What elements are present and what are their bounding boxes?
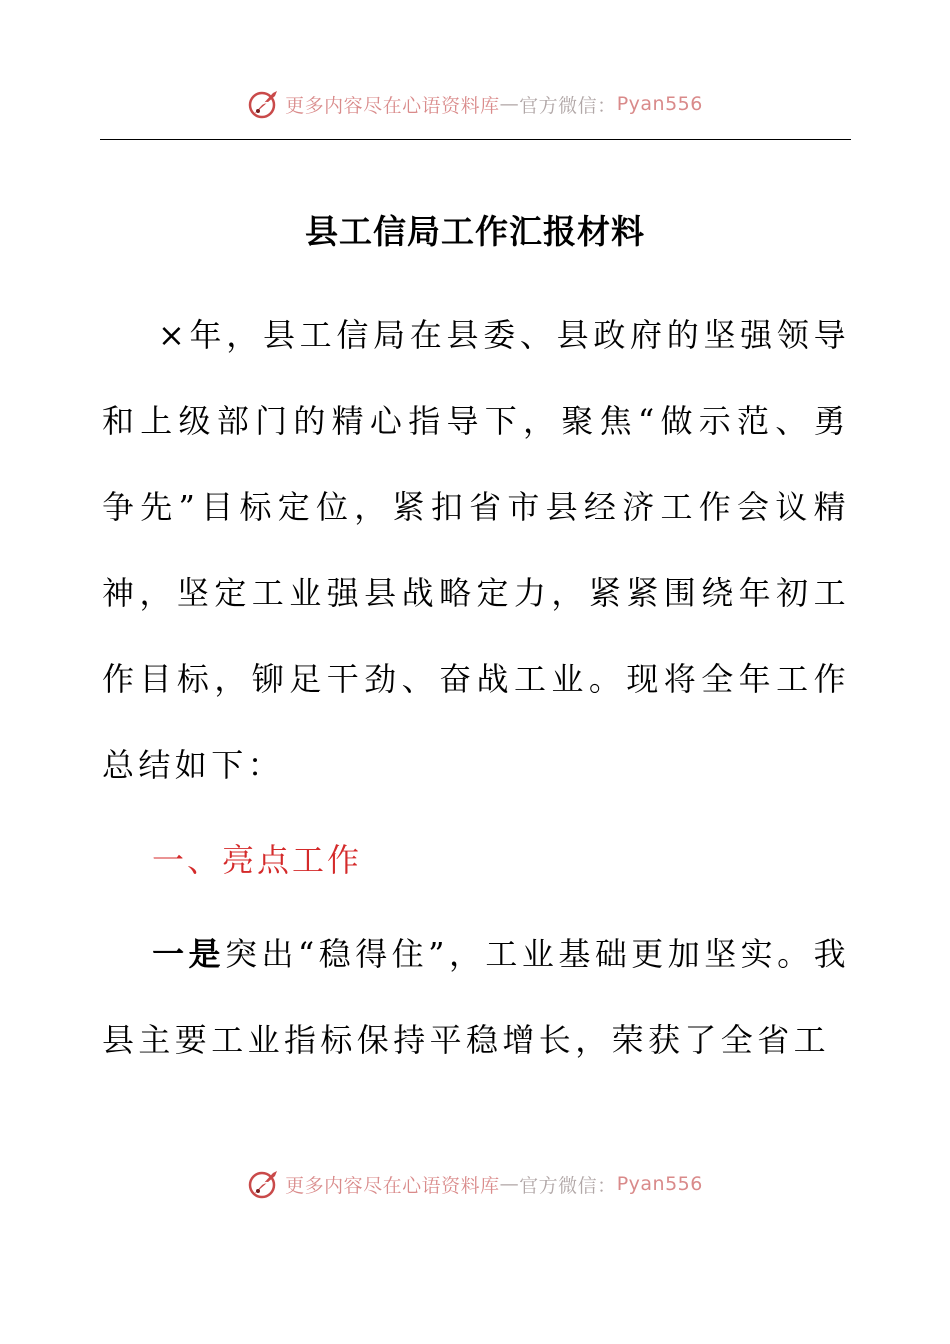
intro-paragraph-text: ×年，县工信局在县委、县政府的坚强领导和上级部门的精心指导下，聚焦“做示范、勇争先”目标定位，紧扣省市县经济工作会议精神，坚定工业强县战略定力，紧紧围绕年初工作目标，铆足干劲、奋战工业。现将全年工作总结如下： bbox=[102, 316, 850, 784]
quill-pen-logo-icon bbox=[247, 1167, 281, 1201]
quill-pen-logo-icon bbox=[247, 87, 281, 121]
document-title: 县工信局工作汇报材料 bbox=[305, 212, 645, 251]
footer-watermark-wechat-label: 官方微信： bbox=[519, 1174, 617, 1197]
header-divider bbox=[100, 139, 851, 140]
header-watermark bbox=[0, 84, 950, 124]
footer-watermark bbox=[0, 1164, 950, 1204]
section-heading-highlights: 一、亮点工作 bbox=[152, 841, 363, 879]
watermark-wechat-handle: Pyan556 bbox=[616, 93, 703, 115]
point-1-paragraph bbox=[102, 911, 850, 1083]
watermark-wechat-label: 官方微信： bbox=[519, 94, 617, 117]
footer-watermark-dash: — bbox=[499, 1173, 520, 1195]
footer-watermark-wechat-handle: Pyan556 bbox=[616, 1173, 703, 1195]
intro-paragraph bbox=[102, 292, 850, 808]
footer-watermark-site-name: 更多内容尽在心语资料库 bbox=[285, 1174, 500, 1197]
point-1-lead: 一是 bbox=[152, 935, 225, 973]
point-1-text: 突出“稳得住”，工业基础更加坚实。我县主要工业指标保持平稳增长，荣获了全省工 bbox=[102, 935, 850, 1059]
watermark-site-name: 更多内容尽在心语资料库 bbox=[285, 94, 500, 117]
watermark-dash: — bbox=[499, 93, 520, 115]
